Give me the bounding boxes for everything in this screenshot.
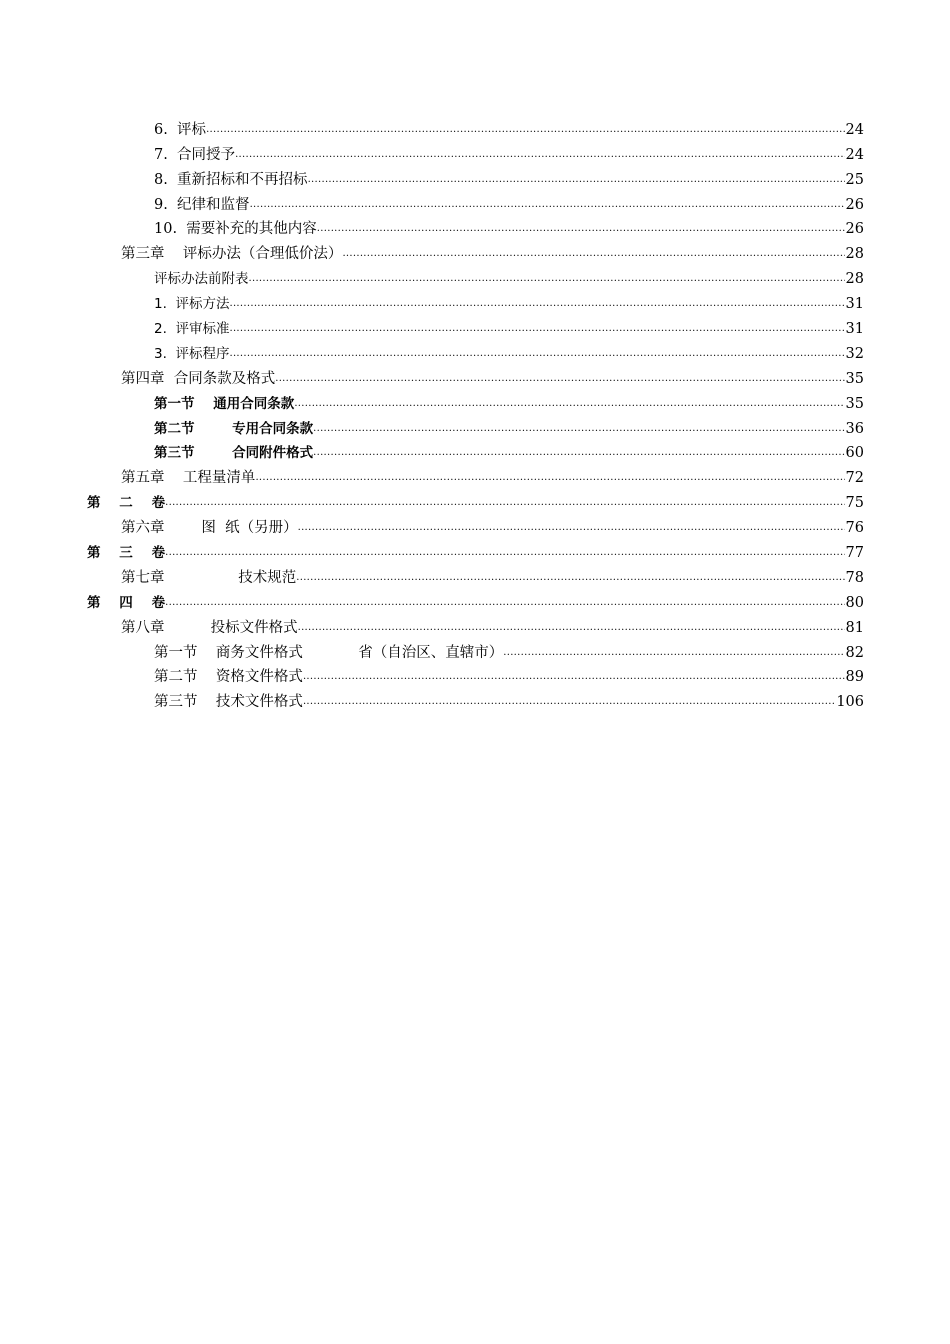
toc-entry-page: 26	[845, 196, 864, 213]
toc-entry[interactable]	[0, 315, 950, 340]
toc-leader-dots	[275, 371, 844, 387]
toc-entry-page: 80	[845, 594, 864, 611]
toc-entry-page: 106	[836, 694, 864, 711]
toc-leader-dots	[250, 197, 845, 213]
toc-entry-page: 35	[845, 395, 864, 412]
toc-entry-title: 评标办法前附表	[154, 271, 249, 288]
toc-entry-title: 第五章 工程量清单	[121, 470, 256, 487]
toc-entry[interactable]	[0, 265, 950, 290]
toc-entry[interactable]	[0, 440, 950, 465]
toc-entry-page: 31	[845, 321, 864, 338]
toc-entry-page: 60	[845, 445, 864, 462]
toc-leader-dots	[206, 122, 844, 138]
toc-entry[interactable]	[0, 340, 950, 365]
toc-leader-dots	[255, 470, 844, 486]
toc-entry-title: 第七章 技术规范	[121, 569, 297, 586]
toc-entry-page: 82	[845, 644, 864, 661]
toc-entry-title: 第二节 资格文件格式	[154, 669, 303, 686]
toc-leader-dots	[313, 421, 844, 437]
toc-entry[interactable]	[0, 639, 950, 664]
toc-entry[interactable]	[0, 489, 950, 514]
toc-entry[interactable]	[0, 564, 950, 589]
toc-leader-dots	[303, 694, 835, 710]
toc-entry-title: 10. 需要补充的其他内容	[154, 221, 317, 238]
toc-leader-dots	[296, 570, 844, 586]
toc-leader-dots	[165, 595, 844, 611]
toc-entry-title: 6. 评标	[154, 121, 207, 138]
toc-entry[interactable]	[0, 240, 950, 265]
toc-entry[interactable]	[0, 216, 950, 241]
toc-entry-title: 第 三 卷	[87, 545, 166, 562]
toc-entry-title: 第二节 专用合同条款	[154, 420, 314, 437]
toc-entry-page: 35	[845, 370, 864, 387]
toc-entry[interactable]	[0, 688, 950, 713]
toc-entry-title: 第 四 卷	[87, 594, 166, 611]
toc-entry-page: 28	[845, 271, 864, 288]
toc-leader-dots	[165, 495, 844, 511]
toc-entry-page: 81	[845, 619, 864, 636]
toc-entry-title: 第三章 评标办法（合理低价法）	[121, 246, 343, 263]
toc-entry[interactable]	[0, 539, 950, 564]
toc-entry-page: 77	[845, 545, 864, 562]
toc-entry[interactable]	[0, 589, 950, 614]
toc-leader-dots	[298, 520, 845, 536]
toc-leader-dots	[249, 271, 845, 287]
toc-entry[interactable]	[0, 664, 950, 689]
toc-entry-page: 31	[845, 296, 864, 313]
toc-leader-dots	[317, 221, 845, 237]
toc-entry-title: 第四章 合同条款及格式	[121, 370, 276, 387]
toc-entry-title: 第八章 投标文件格式	[121, 619, 298, 636]
toc-entry-title: 第六章 图 纸（另册）	[121, 520, 298, 537]
toc-entry-title: 第一节 通用合同条款	[154, 395, 295, 412]
toc-entry[interactable]	[0, 166, 950, 191]
toc-leader-dots	[342, 246, 844, 262]
toc-entry-page: 89	[845, 669, 864, 686]
toc-entry-page: 28	[845, 246, 864, 263]
toc-leader-dots	[313, 445, 844, 461]
toc-entry-title: 第三节 合同附件格式	[154, 445, 314, 462]
toc-entry-page: 75	[845, 495, 864, 512]
toc-entry[interactable]	[0, 365, 950, 390]
toc-entry[interactable]	[0, 464, 950, 489]
toc-entry-title: 3. 评标程序	[154, 345, 230, 362]
toc-entry[interactable]	[0, 614, 950, 639]
toc-leader-dots	[294, 396, 844, 412]
toc-entry[interactable]	[0, 514, 950, 539]
toc-entry-page: 72	[845, 470, 864, 487]
toc-entry-title: 9. 纪律和监督	[154, 196, 250, 213]
toc-leader-dots	[235, 147, 844, 163]
toc-leader-dots	[303, 669, 845, 685]
toc-entry[interactable]	[0, 415, 950, 440]
toc-entry-page: 76	[845, 520, 864, 537]
toc-entry-page: 24	[845, 121, 864, 138]
toc-entry-title: 7. 合同授予	[154, 146, 236, 163]
toc-leader-dots	[229, 346, 844, 362]
toc-entry-page: 36	[845, 420, 864, 437]
toc-leader-dots	[229, 296, 844, 312]
toc-entry[interactable]	[0, 390, 950, 415]
toc-entry-title: 第三节 技术文件格式	[154, 694, 303, 711]
toc-entry-page: 78	[845, 569, 864, 586]
table-of-contents	[0, 116, 950, 713]
toc-entry-title: 第 二 卷	[87, 495, 166, 512]
toc-leader-dots	[298, 620, 845, 636]
toc-entry-page: 26	[845, 221, 864, 238]
toc-leader-dots	[165, 545, 844, 561]
toc-entry-title: 1. 评标方法	[154, 296, 230, 313]
toc-entry-title: 2. 评审标准	[154, 321, 230, 338]
toc-entry-page: 25	[845, 171, 864, 188]
toc-leader-dots	[503, 645, 844, 661]
toc-entry-page: 24	[845, 146, 864, 163]
toc-entry[interactable]	[0, 141, 950, 166]
toc-leader-dots	[308, 172, 845, 188]
toc-entry-page: 32	[845, 345, 864, 362]
toc-entry[interactable]	[0, 191, 950, 216]
toc-entry-title: 第一节 商务文件格式 省（自治区、直辖市）	[154, 644, 504, 661]
toc-leader-dots	[229, 321, 844, 337]
toc-entry-title: 8. 重新招标和不再招标	[154, 171, 308, 188]
toc-entry[interactable]	[0, 290, 950, 315]
toc-entry[interactable]	[0, 116, 950, 141]
